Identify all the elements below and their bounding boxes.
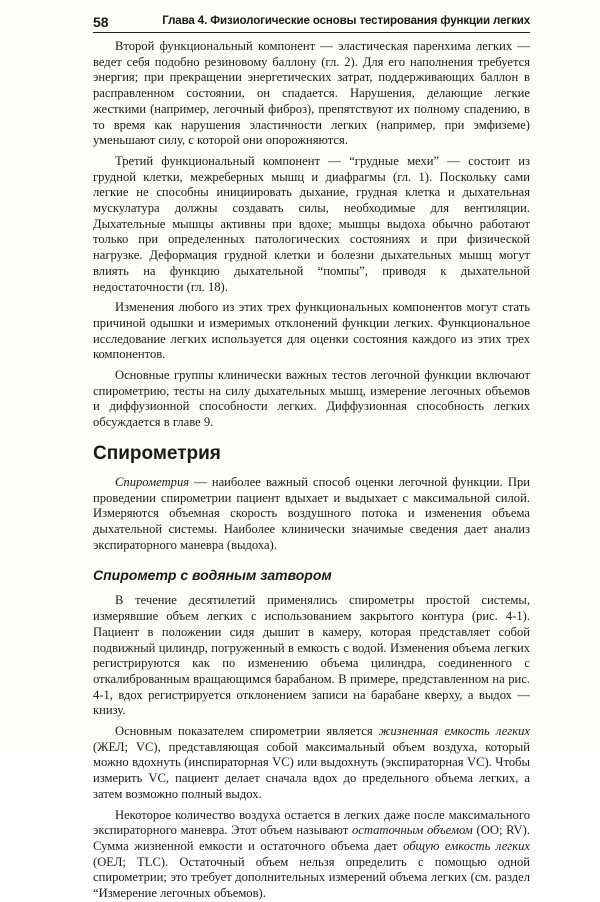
page-header: [93, 12, 530, 33]
paragraph-residual-volume: [93, 808, 530, 902]
text-fragment: (ЖЕЛ; VC), представляющая собой максимальный объем воздуха, который можно вдохнуть (инспираторная VC) или выдохнуть (экспираторная VC). Чтобы измерить VC, пациент делает сначала вдох до предельного объема легких, а затем возможно полный выдох.: [93, 739, 530, 801]
term-spirometry: Спирометрия: [115, 474, 190, 489]
paragraph-test-groups: Основные группы клинически важных тестов легочной функции включают спирометрию, тесты на силу дыхательных мышц, измерение легочных объемов и диффузионной способности легких. Диффузионная способность легких обсуждается в главе 9.: [93, 368, 530, 430]
text-fragment: Некоторое количество воздуха остается в легких даже после максимального экспираторного маневра. Этот объем называют: [93, 807, 530, 838]
term-residual-volume: остаточным объемом: [351, 823, 473, 838]
text-fragment: Основным показателем спирометрии является: [115, 724, 379, 739]
running-title: Глава 4. Физиологические основы тестирования функции легких: [162, 15, 530, 27]
paragraph-elastic-component: Второй функциональный компонент — эластическая паренхима легких — ведет себя подобно резиновому баллону (гл. 2). Для его наполнения требуется энергия; при прекращении энергетических затрат, поддерживающих баллон в расправленном состоянии, он спадается. Нарушения, делающие легкие жесткими (например, легочный фиброз), препятствуют их полному спадению, в то время как нарушения эластичности легких (например, при эмфиземе) уменьшают силу, с которой они опорожняются.: [93, 39, 530, 148]
text-fragment: (ОО; RV). Сумма жизненной емкости и остаточного объема дает: [93, 823, 530, 853]
paragraph-changes: Изменения любого из этих трех функциональных компонентов могут стать причиной одышки и измеримых отклонений функции легких. Функциональное исследование легких используется для оценки состояния каждого из этих трех компонентов.: [93, 300, 530, 362]
paragraph-vital-capacity: [93, 724, 530, 803]
paragraph-chest-bellows: Третий функциональный компонент — “грудные мехи” — состоит из грудной клетки, межреберных мышц и диафрагмы (гл. 1). Поскольку сами легкие не способны инициировать дыхание, грудная клетка и дыхательная мускулатура должны создавать силы, необходимые для вентиляции. Дыхательные мышцы активны при вдохе; мышцы выдоха обычно работают только при определенных патологических состояниях и при физической нагрузке. Деформация грудной клетки и болезни дыхательных мышц могут влиять на функцию дыхательной “помпы”, приводя к дыхательной недостаточности (гл. 18).: [93, 153, 530, 294]
paragraph-water-seal-history: В течение десятилетий применялись спирометры простой системы, измерявшие объем легких с использованием закрытого контура (рис. 4-1). Пациент в положении сидя дышит в камеру, которая представляет собой подвижный цилиндр, погруженный в емкость с водой. Изменения объема легких регистрируются как по изменению объема цилиндра, соединенного с откалиброванным вращающимся барабаном. В примере, представленном на рис. 4-1, вдох регистрируется отклонением записи на барабане кверху, а выдох — книзу.: [93, 593, 530, 718]
term-total-lung-capacity: общую емкость легких: [403, 838, 530, 853]
page-body: [93, 39, 530, 902]
section-title-spirometry: Спирометрия: [93, 442, 221, 464]
page-number: 58: [93, 14, 109, 30]
paragraph-spirometry-intro: [93, 475, 530, 554]
subsection-title-water-seal: Спирометр с водяным затвором: [93, 567, 332, 584]
spirometry-intro-text: — наиболее важный способ оценки легочной функции. При проведении спирометрии пациент вдыхает и выдыхает с максимальной силой. Измеряются объемная скорость воздушного потока и изменения объема дыхательной системы. Наиболее клинически значимые сведения дает анализ экспираторного маневра (выдоха).: [93, 474, 530, 552]
text-fragment: (ОЕЛ; TLC). Остаточный объем нельзя определить с помощью одной спирометрии; это требует дополнительных измерений объема легких (см. раздел “Измерение легочных объемов).: [93, 854, 530, 901]
term-vital-capacity: жизненная емкость легких: [378, 724, 530, 739]
